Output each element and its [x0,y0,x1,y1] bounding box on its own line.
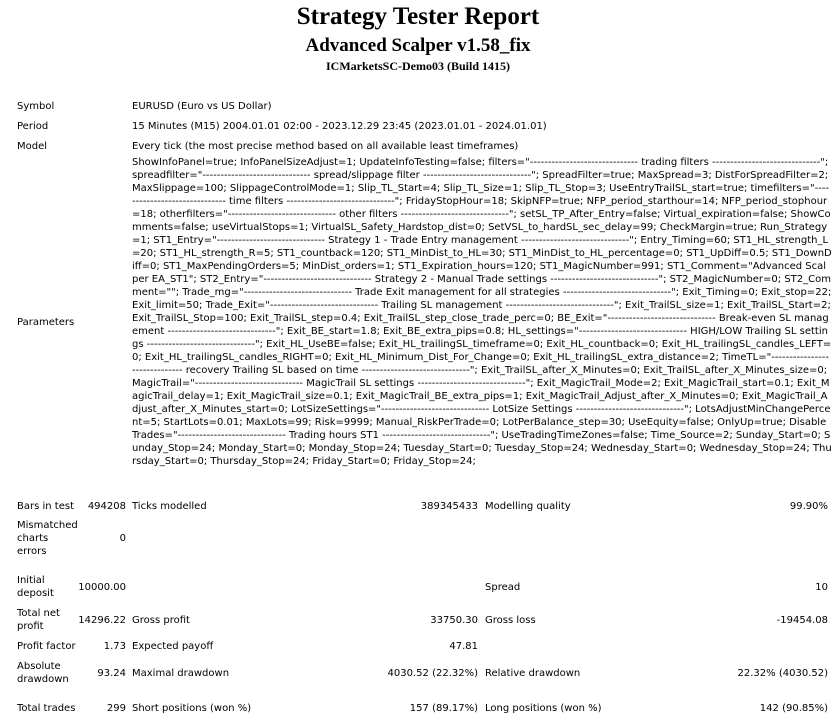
model-value: Every tick (the most precise method based on all available least timeframes) [132,141,519,152]
short-positions-label: Short positions (won %) [132,703,252,714]
profit-factor-value: 1.73 [103,641,126,652]
spread-value: 10 [815,582,828,593]
spread-label: Spread [485,582,521,593]
total-trades-label: Total trades [17,703,76,714]
gross-loss-label: Gross loss [485,615,536,626]
gross-profit-label: Gross profit [132,615,190,626]
profit-factor-label: Profit factor [17,641,76,652]
symbol-label: Symbol [17,101,55,112]
mismatch-value: 0 [119,533,126,544]
gross-loss-value: -19454.08 [776,615,828,626]
ticks-label: Ticks modelled [132,501,207,512]
gross-profit-value: 33750.30 [430,615,478,626]
abs-drawdown-value: 93.24 [97,668,126,679]
period-value: 15 Minutes (M15) 2004.01.01 02:00 - 2023.12.29 23:45 (2023.01.01 - 2024.01.01) [132,121,547,132]
max-drawdown-label: Maximal drawdown [132,668,230,679]
model-label: Model [17,141,48,152]
deposit-label: Initial deposit [17,575,54,599]
rel-drawdown-label: Relative drawdown [485,668,581,679]
total-trades-value: 299 [106,703,126,714]
quality-value: 99.90% [789,501,828,512]
parameters-value: ShowInfoPanel=true; InfoPanelSizeAdjust=1; UpdateInfoTesting=false; filters="------------------------------ trading filters ------------------------------"; spreadfilter="------------------------------ spread/slippage filter ------------------------------"; SpreadFilter=true; MaxSpread=3; DistForSpreadFilter=2; MaxSlippage=100; SlippageControlMode=1; Slip_TL_Start=4; Slip_TL_Size=1; Slip_TL_Stop=3; UseEntryTrailSL_start=true; timefilters="------------------------------ time filters ------------------------------"; FridayStopHour=18; SkipNFP=true; NFP_period_starthour=14; NFP_period_stophour=18; otherfilters="------------------------------ other filters ------------------------------"; setSL_TP_After_Entry=false; Virtual_expiration=false; ShowComments=false; useVirtualStops=1; VirtualSL_Safety_Hardstop_dist=0; SetVSL_to_hardSL_sec_delay=99; CheckMargin=true; Run_Strategy=1; ST1_Entry="------------------------------ Strategy 1 - Trade Entry management ------------------------------"; Entry_Timing=60; ST1_HL_strength_L=20; ST1_HL_strength_R=5; ST1_countback=120; ST1_MinDist_to_HL=30; ST1_MinDist_to_HL_percentage=0; ST1_UpDiff=0.5; ST1_DownDiff=0; ST1_MaxPendingOrders=5; MinDist_orders=1; ST1_Expiration_hours=120; ST1_MagicNumber=991; ST1_Comment="Advanced Scalper EA_ST1"; ST2_Entry="------------------------------ Strategy 2 - Manual Trade settings ------------------------------"; ST2_MagicNumber=0; ST2_Comment=""; Trade_mg="------------------------------ Trade Exit management for all strategies ------------------------------"; Exit_Timing=0; Exit_stop=22; Exit_limit=50; Trade_Exit="------------------------------ Trailing SL management ------------------------------"; Exit_TrailSL_size=1; Exit_TrailSL_Start=2; Exit_TrailSL_Stop=100; Exit_TrailSL_step=0.4; Exit_TrailSL_step_close_trade_perc=0; BE_Exit="------------------------------ Break-even SL management ------------------------------"; Exit_BE_start=1.8; Exit_BE_extra_pips=0.8; HL_settings="------------------------------ HIGH/LOW Trailing SL settings ------------------------------"; Exit_HL_UseBE=false; Exit_HL_trailingSL_timeframe=0; Exit_HL_countback=0; Exit_HL_trailingSL_candles_LEFT=0; Exit_HL_trailingSL_candles_RIGHT=0; Exit_HL_Minimum_Dist_For_Change=0; Exit_HL_trailingSL_extra_distance=2; TimeTL="------------------------------ recovery Trailing SL based on time ------------------------------"; Exit_TrailSL_after_X_Minutes=0; Exit_TrailSL_after_X_Minutes_size=0; MagicTrail="------------------------------ MagicTrail SL settings ------------------------------"; Exit_MagicTrail_Mode=2; Exit_MagicTrail_start=0.1; Exit_MagicTrail_delay=1; Exit_MagicTrail_size=0.1; Exit_MagicTrail_BE_extra_pips=1; Exit_MagicTrail_Adjust_after_X_Minutes=0; Exit_MagicTrail_Adjust_after_X_Minutes_start=0; LotSizeSettings="------------------------------ LotSize Settings ------------------------------"; LotsAdjustMinChangePercent=5; StartLots=0.01; MaxLots=99; Risk=9999; Manual_RiskPerTrade=0; LotPerBalance_step=30; UseEquity=false; OnlyUp=true; DisableTrades="------------------------------ Trading hours ST1 ------------------------------"; UseTradingTimeZones=false; Time_Source=2; Sunday_Start=0; Sunday_Stop=24; Monday_Start=0; Monday_Stop=24; Tuesday_Start=0; Tuesday_Stop=24; Wednesday_Start=0; Wednesday_Stop=24; Thursday_Start=0; Thursday_Stop=24; Friday_Start=0; Friday_Stop=24; [132,157,832,467]
abs-drawdown-label: Absolute drawdown [17,661,69,685]
period-label: Period [17,121,49,132]
long-positions-value: 142 (90.85%) [759,703,828,714]
mismatch-label: Mismatched charts errors [17,520,78,557]
expected-payoff-label: Expected payoff [132,641,214,652]
server-build: ICMarketsSC-Demo03 (Build 1415) [326,59,510,73]
deposit-value: 10000.00 [78,582,126,593]
report-title: Strategy Tester Report [296,3,540,30]
long-positions-label: Long positions (won %) [485,703,602,714]
quality-label: Modelling quality [485,501,571,512]
rel-drawdown-value: 22.32% (4030.52) [737,668,828,679]
ea-name: Advanced Scalper v1.58_fix [305,35,531,56]
net-profit-label: Total net profit [17,608,60,632]
symbol-value: EURUSD (Euro vs US Dollar) [132,101,272,112]
parameters-label: Parameters [17,317,75,328]
expected-payoff-value: 47.81 [449,641,478,652]
max-drawdown-value: 4030.52 (22.32%) [387,668,478,679]
bars-value: 494208 [87,501,126,512]
ticks-value: 389345433 [420,501,478,512]
net-profit-value: 14296.22 [78,615,126,626]
bars-label: Bars in test [17,501,74,512]
short-positions-value: 157 (89.17%) [409,703,478,714]
